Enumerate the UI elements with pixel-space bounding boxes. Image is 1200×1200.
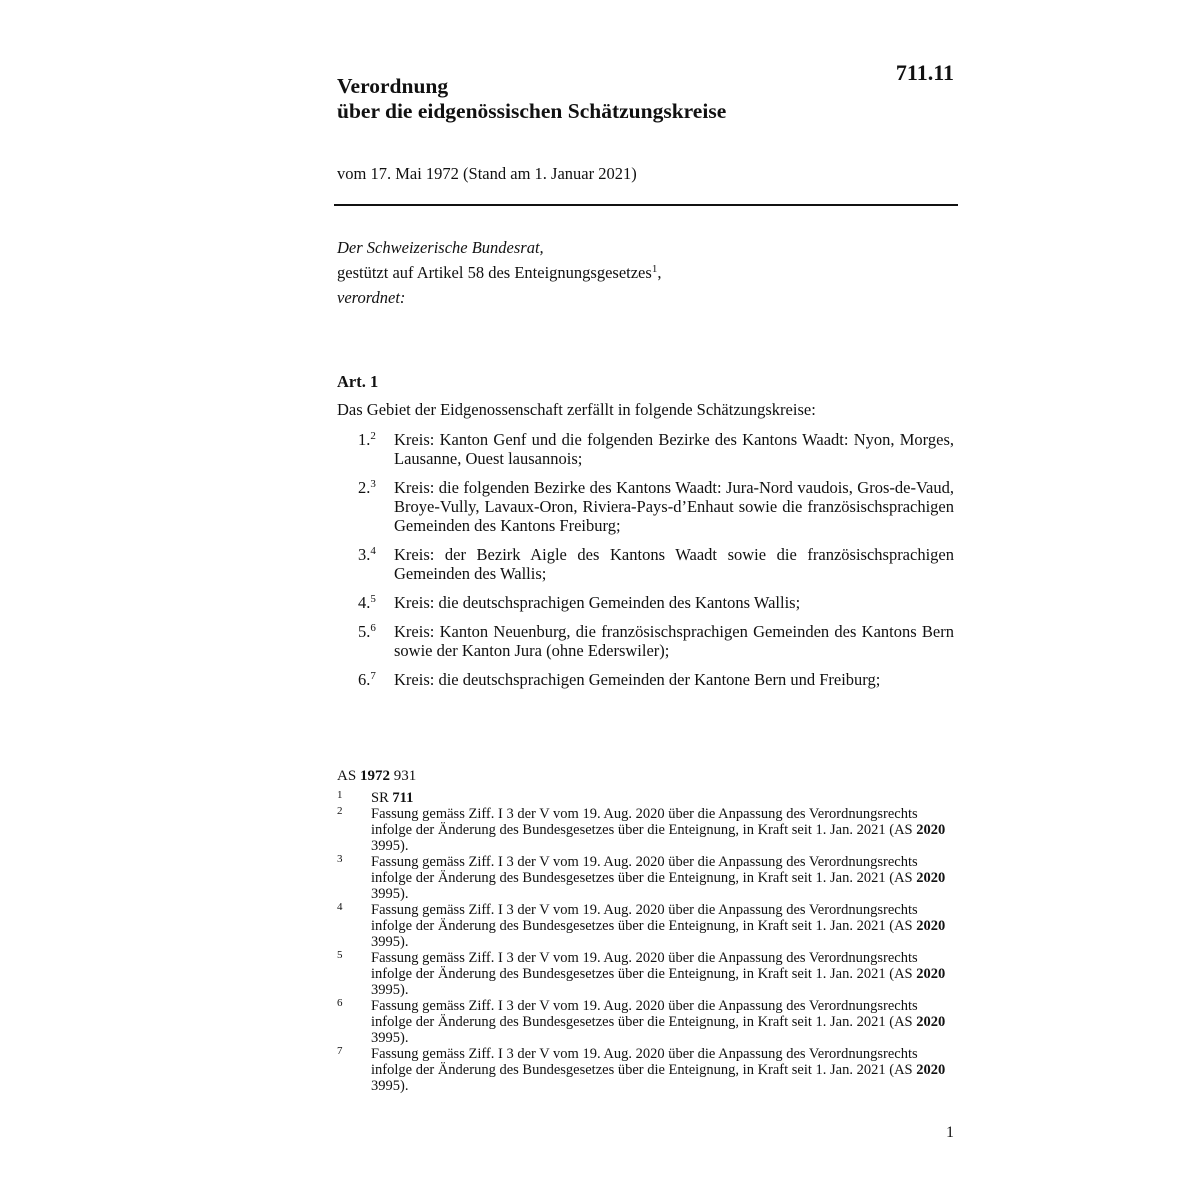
item-text: Kreis: die folgenden Bezirke des Kantons Waadt: Jura-Nord vaudois, Gros-de-Vaud, Broye-Vully, Lavaux-Oron, Riviera-Pays-d’Enhaut sowie die französischsprachigen Gemeinden des Kantons Freiburg;: [394, 478, 954, 535]
item-text: Kreis: der Bezirk Aigle des Kantons Waadt sowie die französischsprachigen Gemeinden des Wallis;: [394, 545, 954, 583]
preamble-authority: Der Schweizerische Bundesrat,: [337, 238, 544, 257]
footnote-number: 4: [337, 901, 343, 913]
footnote: [337, 806, 954, 854]
footnote: [337, 902, 954, 950]
footnote-text: Fassung gemäss Ziff. I 3 der V vom 19. Aug. 2020 über die Anpassung des Verordnungsrechts infolge der Änderung des Bundesgesetzes über die Enteignung, in Kraft seit 1. Jan. 2021 (AS 2020 3995).: [371, 806, 946, 854]
footnote-number: 7: [337, 1045, 343, 1057]
footnote-text: Fassung gemäss Ziff. I 3 der V vom 19. Aug. 2020 über die Anpassung des Verordnungsrechts infolge der Änderung des Bundesgesetzes über die Enteignung, in Kraft seit 1. Jan. 2021 (AS 2020 3995).: [371, 998, 946, 1046]
item-text: Kreis: Kanton Neuenburg, die französischsprachigen Gemeinden des Kantons Bern sowie der Kanton Jura (ohne Ederswiler);: [394, 622, 954, 660]
item-number: 5.$^6$: [358, 622, 376, 641]
sr-number: 711.11: [895, 60, 954, 85]
list-item: [337, 593, 954, 612]
item-number: 3.$^4$: [358, 545, 376, 564]
list-item: [337, 430, 954, 468]
footnote-number: 1: [337, 789, 343, 801]
footnote-number: 5: [337, 949, 343, 961]
footnote-number: 2: [337, 805, 343, 817]
footnote-number: 6: [337, 997, 343, 1009]
preamble-basis-trailing: ,: [657, 263, 662, 282]
article-heading: Art. 1: [337, 372, 379, 391]
item-text: Kreis: die deutschsprachigen Gemeinden des Kantons Wallis;: [394, 593, 801, 612]
footnote-text: Fassung gemäss Ziff. I 3 der V vom 19. Aug. 2020 über die Anpassung des Verordnungsrechts infolge der Änderung des Bundesgesetzes über die Enteignung, in Kraft seit 1. Jan. 2021 (AS 2020 3995).: [371, 950, 946, 998]
footnote: [337, 1046, 954, 1094]
footnote: [337, 998, 954, 1046]
item-number: 2.$^3$: [358, 478, 376, 497]
preamble-basis: [337, 260, 661, 285]
item-text: Kreis: Kanton Genf und die folgenden Bezirke des Kantons Waadt: Nyon, Morges, Lausanne, Ouest lausannois;: [394, 430, 954, 468]
footnote-ref[interactable]: 2: [370, 430, 376, 442]
page-number: 1: [946, 1124, 954, 1141]
preamble-verb: verordnet:: [337, 288, 406, 307]
list-item: [337, 478, 954, 535]
as-year: 1972: [359, 768, 390, 784]
list-item: [337, 670, 954, 689]
list-item: [337, 545, 954, 583]
item-number: 6.$^7$: [358, 670, 376, 689]
list-item: [337, 622, 954, 660]
footnote-ref[interactable]: 4: [370, 545, 376, 557]
footnote-ref[interactable]: 6: [370, 622, 376, 634]
footnotes: [337, 790, 954, 1094]
document-title: [337, 74, 726, 124]
footnote-text: Fassung gemäss Ziff. I 3 der V vom 19. Aug. 2020 über die Anpassung des Verordnungsrechts infolge der Änderung des Bundesgesetzes über die Enteignung, in Kraft seit 1. Jan. 2021 (AS 2020 3995).: [371, 854, 946, 902]
item-number: 4.$^5$: [358, 593, 376, 612]
footnote-ref[interactable]: 5: [370, 593, 376, 605]
footnote: [337, 854, 954, 902]
footnote-text: Fassung gemäss Ziff. I 3 der V vom 19. Aug. 2020 über die Anpassung des Verordnungsrechts infolge der Änderung des Bundesgesetzes über die Enteignung, in Kraft seit 1. Jan. 2021 (AS 2020 3995).: [371, 902, 946, 950]
item-number: 1.$^2$: [358, 430, 376, 449]
header-divider: [334, 204, 958, 206]
article-items: [337, 430, 954, 699]
footnote-text: Fassung gemäss Ziff. I 3 der V vom 19. Aug. 2020 über die Anpassung des Verordnungsrechts infolge der Änderung des Bundesgesetzes über die Enteignung, in Kraft seit 1. Jan. 2021 (AS 2020 3995).: [371, 1046, 946, 1094]
footnote-text: SR 711: [371, 790, 414, 806]
footnote: [337, 950, 954, 998]
footnote: [337, 790, 954, 806]
footnote-ref-1[interactable]: 1: [651, 263, 658, 275]
footnote-ref[interactable]: 3: [370, 478, 376, 490]
preamble: [337, 235, 661, 310]
footnote-number: 3: [337, 853, 343, 865]
item-text: Kreis: die deutschsprachigen Gemeinden der Kantone Bern und Freiburg;: [394, 670, 881, 689]
article-intro: Das Gebiet der Eidgenossenschaft zerfällt in folgende Schätzungskreise:: [337, 400, 816, 419]
preamble-basis-text: gestützt auf Artikel 58 des Enteignungsgesetzes: [337, 263, 652, 282]
title-line-2: über die eidgenössischen Schätzungskreise: [337, 99, 727, 123]
as-reference: AS 1972 931: [337, 768, 417, 784]
date-line: vom 17. Mai 1972 (Stand am 1. Januar 2021): [337, 164, 637, 183]
title-line-1: Verordnung: [337, 74, 449, 98]
footnote-ref[interactable]: 7: [370, 670, 376, 682]
